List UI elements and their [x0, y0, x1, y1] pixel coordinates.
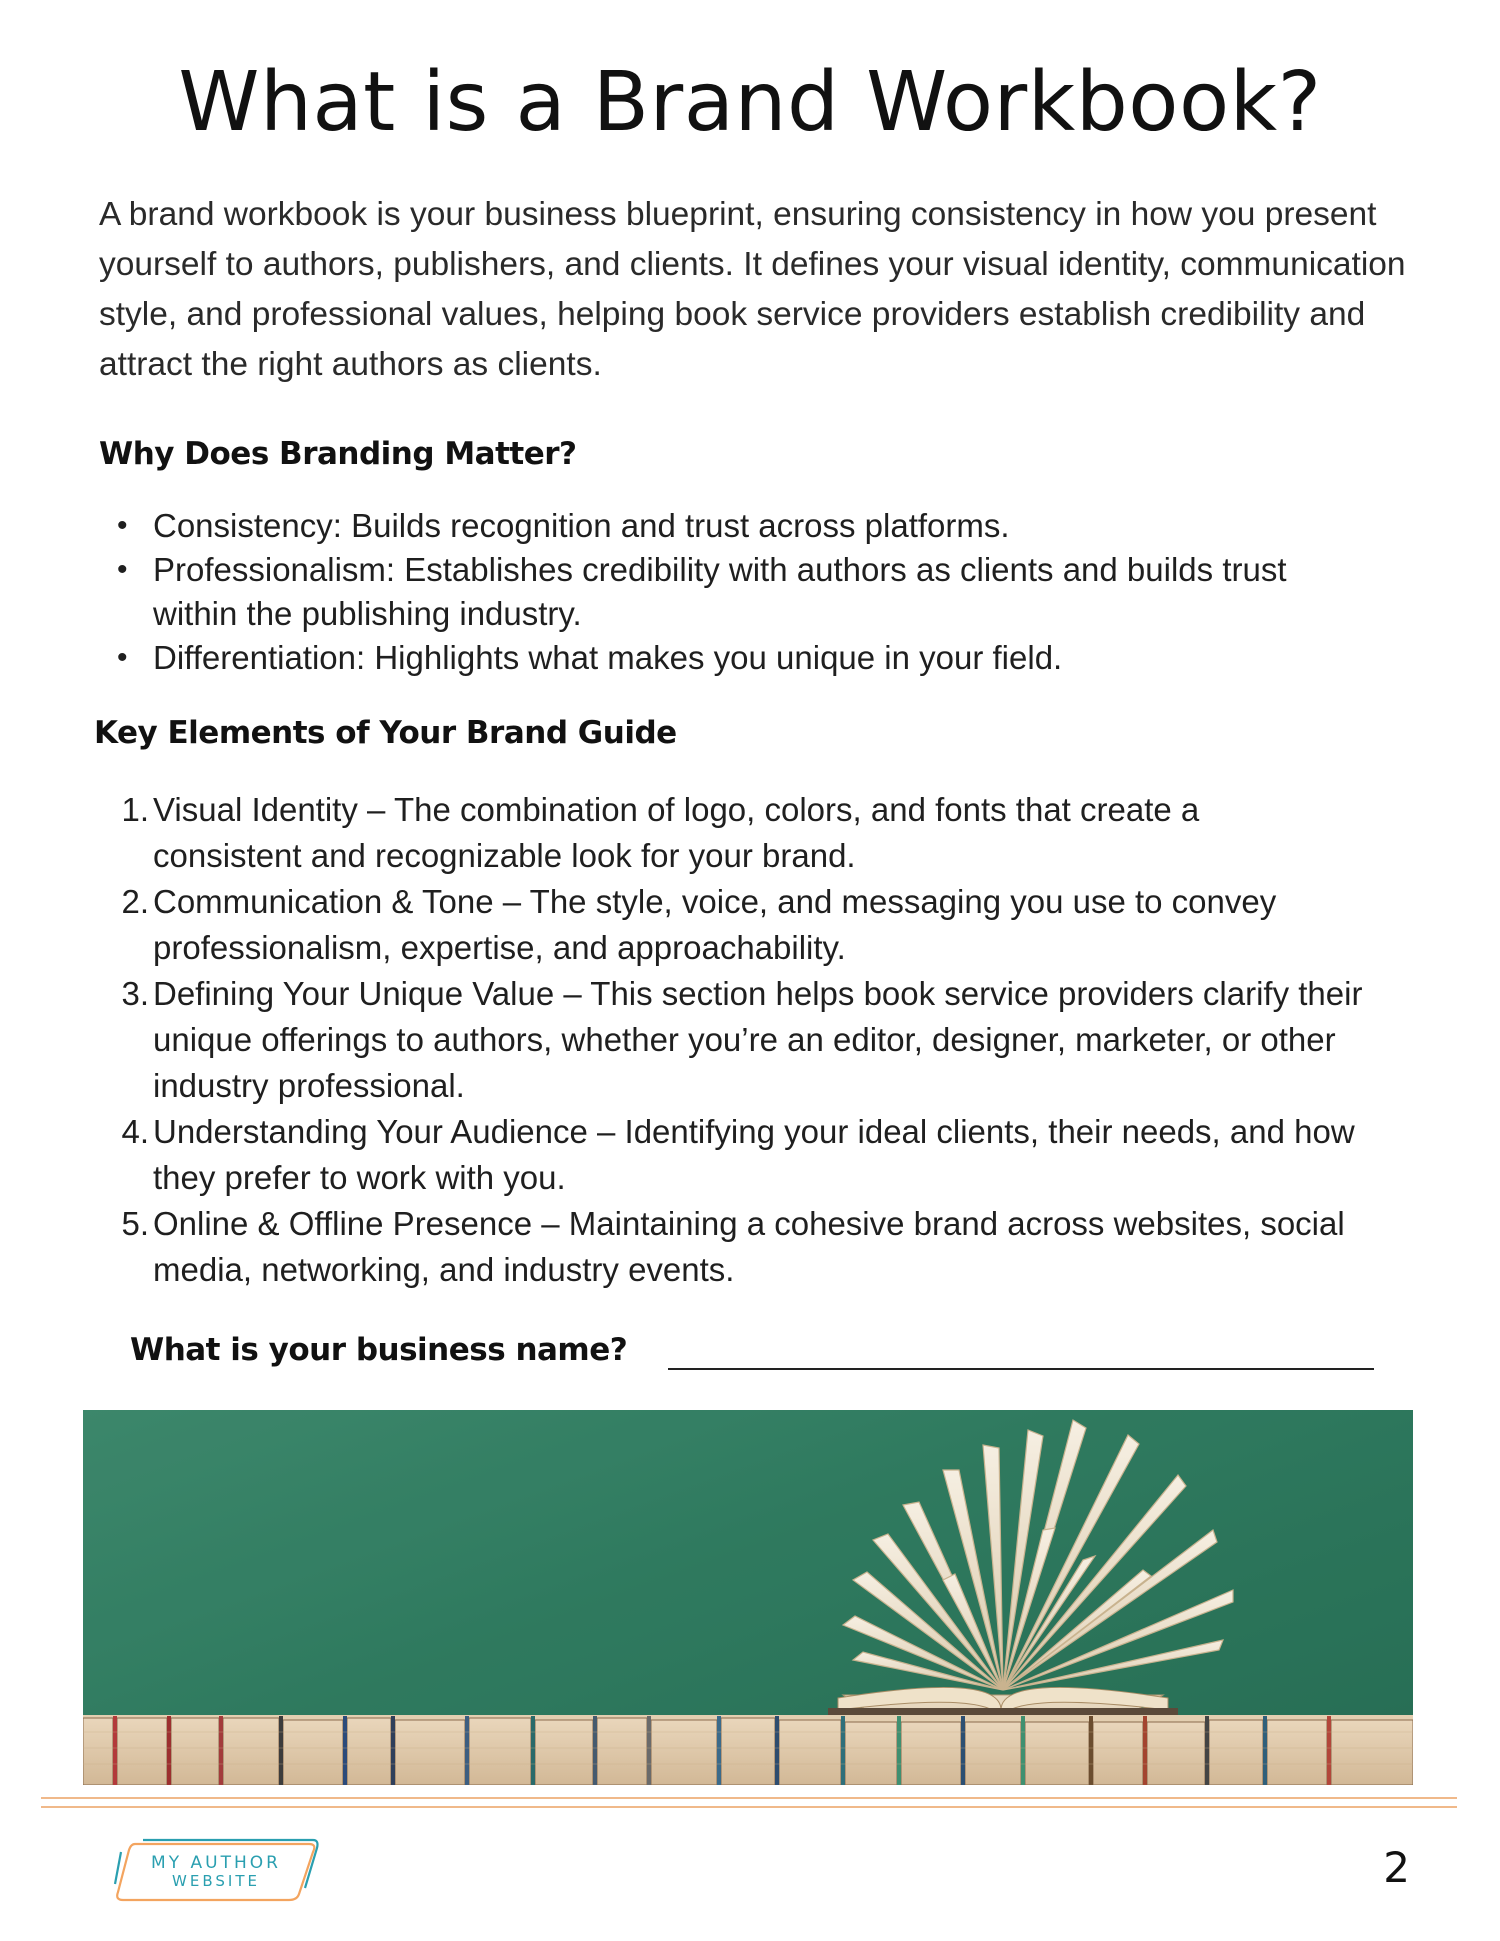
why-list: [99, 504, 1339, 680]
logo-line-1: MY AUTHOR: [151, 1853, 281, 1873]
list-item: [99, 787, 1333, 879]
list-item: [99, 636, 1339, 680]
page-number: 2: [1383, 1843, 1410, 1892]
list-item-text: Consistency: Builds recognition and trust across platforms.: [153, 507, 1010, 544]
list-item: [99, 879, 1313, 971]
key-heading: Key Elements of Your Brand Guide: [94, 715, 677, 751]
list-item-text: Professionalism: Establishes credibility with authors as clients and builds trust within the publishing industry.: [153, 551, 1287, 632]
list-number: 2.: [121, 883, 149, 920]
footer-rule-top: [41, 1797, 1457, 1799]
logo-line-2: WEBSITE: [172, 1872, 260, 1890]
footer-rule-bottom: [41, 1806, 1457, 1808]
list-number: 5.: [121, 1205, 149, 1242]
list-number: 3.: [121, 975, 149, 1012]
book-row: [83, 1715, 1413, 1785]
page-title: What is a Brand Workbook?: [178, 55, 1322, 150]
list-item-text: Differentiation: Highlights what makes you unique in your field.: [153, 639, 1063, 676]
list-item-text: Defining Your Unique Value – This section helps book service providers clarify their unique offerings to authors, whether you’re an editor, designer, marketer, or other industry professional.: [153, 975, 1363, 1104]
business-name-answer-line[interactable]: [668, 1368, 1374, 1370]
list-item: [99, 971, 1443, 1109]
list-item-text: Communication & Tone – The style, voice, and messaging you use to convey professionalism, expertise, and approachability.: [153, 883, 1277, 966]
brand-logo: [113, 1838, 319, 1904]
list-item: [99, 1201, 1423, 1293]
list-item-text: Visual Identity – The combination of logo, colors, and fonts that create a consistent and recognizable look for your brand.: [153, 791, 1200, 874]
intro-paragraph: A brand workbook is your business blueprint, ensuring consistency in how you present yourself to authors, publishers, and clients. It defines your visual identity, communication style, and professional values, helping book service providers establish credibility and attract the right authors as clients.: [99, 196, 1406, 383]
list-item: [99, 548, 1313, 636]
list-item: [99, 504, 1339, 548]
list-item-text: Online & Offline Presence – Maintaining a cohesive brand across websites, social media, networking, and industry events.: [153, 1205, 1345, 1288]
business-name-question: What is your business name?: [130, 1332, 628, 1368]
list-item-text: Understanding Your Audience – Identifying your ideal clients, their needs, and how they prefer to work with you.: [153, 1113, 1355, 1196]
books-photo: [83, 1410, 1413, 1785]
why-heading: Why Does Branding Matter?: [99, 436, 577, 472]
key-list: [99, 787, 1399, 1293]
list-item: [99, 1109, 1413, 1201]
list-number: 1.: [121, 791, 149, 828]
books-illustration: [83, 1410, 1413, 1785]
list-number: 4.: [121, 1113, 149, 1150]
